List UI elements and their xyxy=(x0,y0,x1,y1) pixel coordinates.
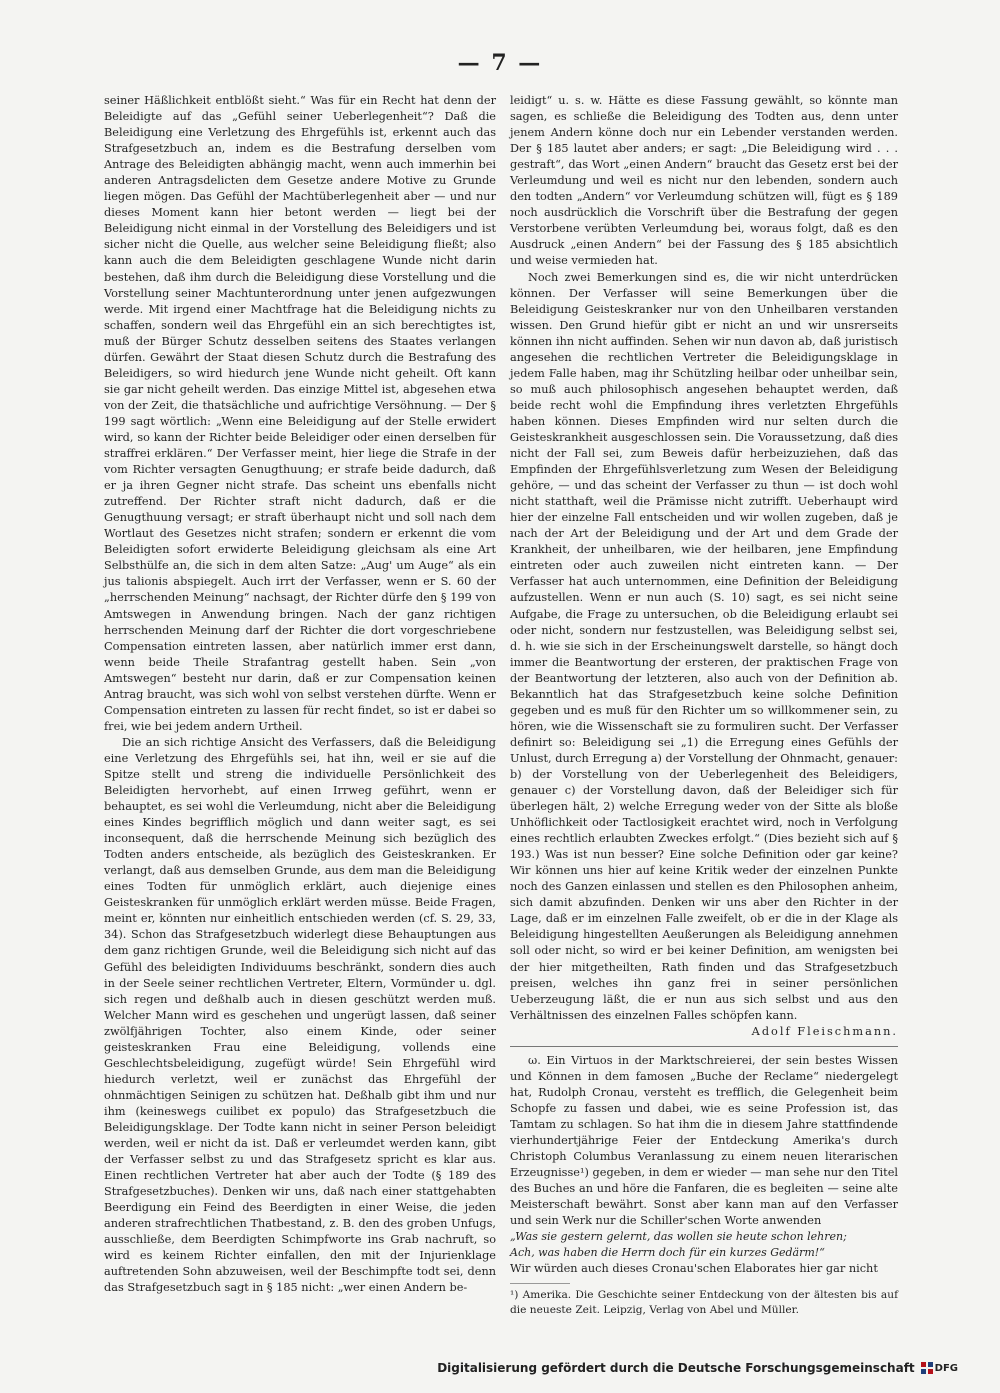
right-paragraph-1: leidigt“ u. s. w. Hätte es diese Fassung gewählt, so könnte man sagen, es schließe die Beleidigung des Todten aus, denn unter jenem Andern könne doch nur ein Lebender verstanden werden. Der § 185 lautet aber anders; er sagt: „Die Beleidigung wird . . . gestraft“, das Wort „einen Andern“ braucht das Gesetz erst bei der Verleumdung und weil es nicht nur den lebenden, sondern auch den todten „Andern“ vor Verleumdung schützen will, fügt es § 189 noch ausdrücklich die Vorschrift über die Bestrafung der gegen Verstorbene verübten Verleumdung bei, woraus folgt, daß es den Ausdruck „einen Andern“ bei der Fassung des § 185 absichtlich und weise vermieden hat. xyxy=(510,94,898,268)
left-column xyxy=(104,93,496,1297)
dfg-logo xyxy=(921,1362,958,1374)
digitization-credit xyxy=(437,1361,958,1375)
footnote: ¹) Amerika. Die Geschichte seiner Entdeckung von der ältesten bis auf die neueste Zeit. Leipzig, Verlag von Abel und Müller. xyxy=(510,1289,898,1317)
credit-text: Digitalisierung gefördert durch die Deutsche Forschungsgemeinschaft xyxy=(437,1361,915,1375)
dfg-logo-text: DFG xyxy=(934,1362,958,1374)
page-number: — 7 — xyxy=(457,50,543,76)
article-divider xyxy=(510,1046,898,1047)
right-paragraph-2: Noch zwei Bemerkungen sind es, die wir nicht unterdrücken können. Der Verfasser will seine Bemerkungen über die Beleidigung Geisteskranker nur von den Unheilbaren verstanden wissen. Den Grund hiefür gibt er nicht an und wir unsrerseits können ihn nicht auffinden. Sehen wir nun davon ab, daß juristisch angesehen die rechtlichen Vertreter die Beleidigungsklage in jedem Falle haben, mag ihr Schützling heilbar oder unheilbar sein, so muß auch philosophisch angesehen behauptet werden, daß beide recht wohl die Empfindung ihres verletzten Ehrgefühls haben können. Dieses Empfinden wird nur selten durch die Geisteskrankheit ausgeschlossen sein. Die Voraussetzung, daß dies nicht der Fall sei, zum Beweis dafür herbeizuziehen, daß das Empfinden der Ehrgefühlsverletzung zum Wesen der Beleidigung gehöre, — und das scheint der Verfasser zu thun — ist doch wohl nicht statthaft, weil die Prämisse nicht zutrifft. Ueberhaupt wird hier der einzelne Fall entscheiden und wir wollen zugeben, daß je nach der Art der Beleidigung und der Art und dem Grade der Krankheit, der unheilbaren, wie der heilbaren, jene Empfindung eintreten oder auch zuweilen nicht eintreten kann. — Der Verfasser hat auch unternommen, eine Definition der Beleidigung aufzustellen. Wenn er nun auch (S. 10) sagt, es sei nicht seine Aufgabe, die Frage zu untersuchen, ob die Beleidigung erlaubt sei oder nicht, sondern nur festzustellen, was Beleidigung selbst sei, d. h. wie sie sich in der Erscheinungswelt darstelle, so hängt doch immer die Beantwortung der ersteren, der praktischen Frage von der Beantwortung der letzteren, also auch von der Definition ab. Bekanntlich hat das Strafgesetzbuch keine solche Definition gegeben und es muß für den Richter um so willkommener sein, zu hören, wie die Wissenschaft sie zu formuliren sucht. Der Verfasser definirt so: Beleidigung sei „1) die Erregung eines Gefühls der Unlust, durch Erregung a) der Vorstellung der Ohnmacht, genauer: b) der Vorstellung von der Ueberlegenheit des Beleidigers, genauer c) der Vorstellung davon, daß der Beleidiger sich für überlegen hält, 2) welche Erregung weder von der Sitte als bloße Unhöflichkeit oder Tactlosigkeit erachtet wird, noch in Verfolgung eines rechtlich erlaubten Zweckes erfolgt.“ (Dies bezieht sich auf § 193.) Was ist nun besser? Eine solche Definition oder gar keine? Wir können uns hier auf keine Kritik weder der einzelnen Punkte noch des Ganzen einlassen und stellen es den Philosophen anheim, sich damit abzufinden. Denken wir uns aber den Richter in der Lage, daß er im einzelnen Falle zweifelt, ob er die in der Klage als Beleidigung hingestellten Aeußerungen als Beleidigung annehmen soll oder nicht, so wird er bei keiner Definition, am wenigsten bei der hier mitgetheilten, Rath finden und das Strafgesetzbuch preisen, welches ihn ganz frei in seiner persönlichen Ueberzeugung läßt, die er nun aus sich selbst und aus den Verhältnissen des einzelnen Falles schöpfen kann. xyxy=(510,270,898,1022)
closing-line: Wir würden auch dieses Cronau'schen Elaborates hier gar nicht xyxy=(510,1262,878,1276)
poem-line-1: „Was sie gestern gelernt, das wollen sie heute schon lehren; xyxy=(510,1230,847,1244)
right-column xyxy=(510,93,898,1318)
second-article-paragraph: ω. Ein Virtuos in der Marktschreierei, der sein bestes Wissen und Können in dem famosen „Buche der Reclame“ niedergelegt hat, Rudolph Cronau, versteht es trefflich, die Gelegenheit beim Schopfe zu fassen und dabei, wie es seine Profession ist, das Tamtam zu schlagen. So hat ihm die in diesem Jahre stattfindende vierhundertjährige Feier der Entdeckung Amerika's durch Christoph Columbus Veranlassung zu einem neuen literarischen Erzeugnisse¹) gegeben, in dem er wieder — man sehe nur den Titel des Buches an und höre die Fanfaren, die es begleiten — seine alte Meisterschaft bewährt. Sonst aber kann man auf den Verfasser und sein Werk nur die Schiller'schen Worte anwenden xyxy=(510,1053,898,1228)
left-paragraph-2: Die an sich richtige Ansicht des Verfassers, daß die Beleidigung eine Verletzung des Ehrgefühls sei, hat ihn, weil er sie auf die Spitze stellt und streng die individuelle Persönlichkeit des Beleidigten hervorhebt, auf einen Irrweg geführt, wenn er behauptet, es sei wohl die Verleumdung, nicht aber die Beleidigung eines Kindes begrifflich möglich und dann weiter sagt, es sei inconsequent, daß die herrschende Meinung sich bezüglich des Todten anders entscheide, als bezüglich des Geisteskranken. Er verlangt, daß aus demselben Grunde, aus dem man die Beleidigung eines Todten für unmöglich erklärt, auch diejenige eines Geisteskranken für unmöglich erklärt werden müsse. Beide Fragen, meint er, könnten nur einheitlich entschieden werden (cf. S. 29, 33, 34). Schon das Strafgesetzbuch widerlegt diese Behauptungen aus dem ganz richtigen Grunde, weil die Beleidigung sich nicht auf das Gefühl des beleidigten Individuums beschränkt, sondern dies auch in der Seele seiner rechtlichen Vertreter, Eltern, Vormünder u. dgl. sich regen und deßhalb auch in diesen geschützt werden muß. Welcher Mann wird es geschehen und ungerügt lassen, daß seiner zwölfjährigen Tochter, also einem Kinde, oder seiner geisteskranken Frau eine Beleidigung, vollends eine Geschlechtsbeleidigung, zugefügt würde! Sein Ehrgefühl wird hiedurch verletzt, weil er zunächst das Ehrgefühl der ohnmächtigen Seinigen zu schützen hat. Deßhalb gibt ihm und nur ihm (keineswegs cuilibet ex populo) das Strafgesetzbuch die Beleidigungsklage. Der Todte kann nicht in seiner Person beleidigt werden, weil er nicht da ist. Daß er verleumdet werden kann, gibt der Verfasser selbst zu und das Strafgesetz spricht es klar aus. Einen rechtlichen Vertreter hat aber auch der Todte (§ 189 des Strafgesetzbuches). Denken wir uns, daß nach einer stattgehabten Beerdigung ein Feind des Beerdigten in einer Weise, die jeden anderen strafrechtlichen Thatbestand, z. B. den des groben Unfugs, ausschließe, dem Beerdigten Schimpfworte ins Grab nachruft, so wird es keinem Richter einfallen, den mit der Injurienklage auftretenden Sohn abzuweisen, weil der Beschimpfte todt sei, denn das Strafgesetzbuch sagt in § 185 nicht: „wer einen Andern be- xyxy=(104,735,496,1295)
footnote-separator xyxy=(510,1283,570,1284)
left-paragraph-1: seiner Häßlichkeit entblößt sieht.“ Was für ein Recht hat denn der Beleidigte auf das „Gefühl seiner Ueberlegenheit“? Daß die Beleidigung eine Verletzung des Ehrgefühls ist, erkennt auch das Strafgesetzbuch an, indem es die Bestrafung derselben vom Antrage des Beleidigten abhängig macht, wenn auch immerhin bei anderen Antragsdelicten dem Gesetze andere Motive zu Grunde liegen mögen. Das Gefühl der Machtüberlegenheit aber — und nur dieses Moment kann hier betont werden — liegt bei der Beleidigung nicht einmal in der Vorstellung des Beleidigers und ist sicher nicht die Quelle, aus welcher seine Beleidigung fließt; also kann auch die dem Beleidigten geschlagene Wunde nicht darin bestehen, daß ihm durch die Beleidigung diese Vorstellung und die Vorstellung seiner Machtunterordnung unter jenen aufgezwungen werde. Mit irgend einer Machtfrage hat die Beleidigung nichts zu schaffen, sondern weil das Ehrgefühl ein an sich berechtigtes ist, muß der Bürger Schutz desselben seitens des Staates verlangen dürfen. Gewährt der Staat diesen Schutz durch die Bestrafung des Beleidigers, so wird hiedurch jene Wunde nicht geheilt. Oft kann sie gar nicht geheilt werden. Das einzige Mittel ist, abgesehen etwa von der Zeit, die thatsächliche und aufrichtige Versöhnung. — Der § 199 sagt wörtlich: „Wenn eine Beleidigung auf der Stelle erwidert wird, so kann der Richter beide Beleidiger oder einen derselben für straffrei erklären.“ Der Verfasser meint, hier liege die Strafe in der vom Richter versagten Genugthuung; er strafe beide dadurch, daß er ja ihren Gegner nicht strafe. Das scheint uns ebenfalls nicht zutreffend. Der Richter straft nicht dadurch, daß er die Genugthuung versagt; er straft überhaupt nicht und soll nach dem Wortlaut des Gesetzes nicht strafen; sondern er erkennt die vom Beleidigten sofort erwiderte Beleidigung gleichsam als eine Art Selbsthülfe an, die sich in dem alten Satze: „Aug' um Auge“ als ein jus talionis abspiegelt. Auch irrt der Verfasser, wenn er S. 60 der „herrschenden Meinung“ nachsagt, der Richter dürfe den § 199 von Amtswegen in Anwendung bringen. Nach der ganz richtigen herrschenden Meinung darf der Richter die dort vorgeschriebene Compensation eintreten lassen, aber natürlich immer erst dann, wenn beide Theile Strafantrag gestellt haben. Sein „von Amtswegen“ besteht nur darin, daß er zur Compensation keinen Antrag braucht, was sich wohl von selbst verstehen dürfte. Wenn er Compensation eintreten zu lassen für recht findet, so ist er dabei so frei, wie bei jedem andern Urtheil. xyxy=(104,94,496,733)
poem-line-2: Ach, was haben die Herrn doch für ein kurzes Gedärm!“ xyxy=(510,1246,825,1260)
author-signature: Adolf Fleischmann. xyxy=(751,1024,898,1038)
dfg-logo-icon xyxy=(921,1362,933,1374)
